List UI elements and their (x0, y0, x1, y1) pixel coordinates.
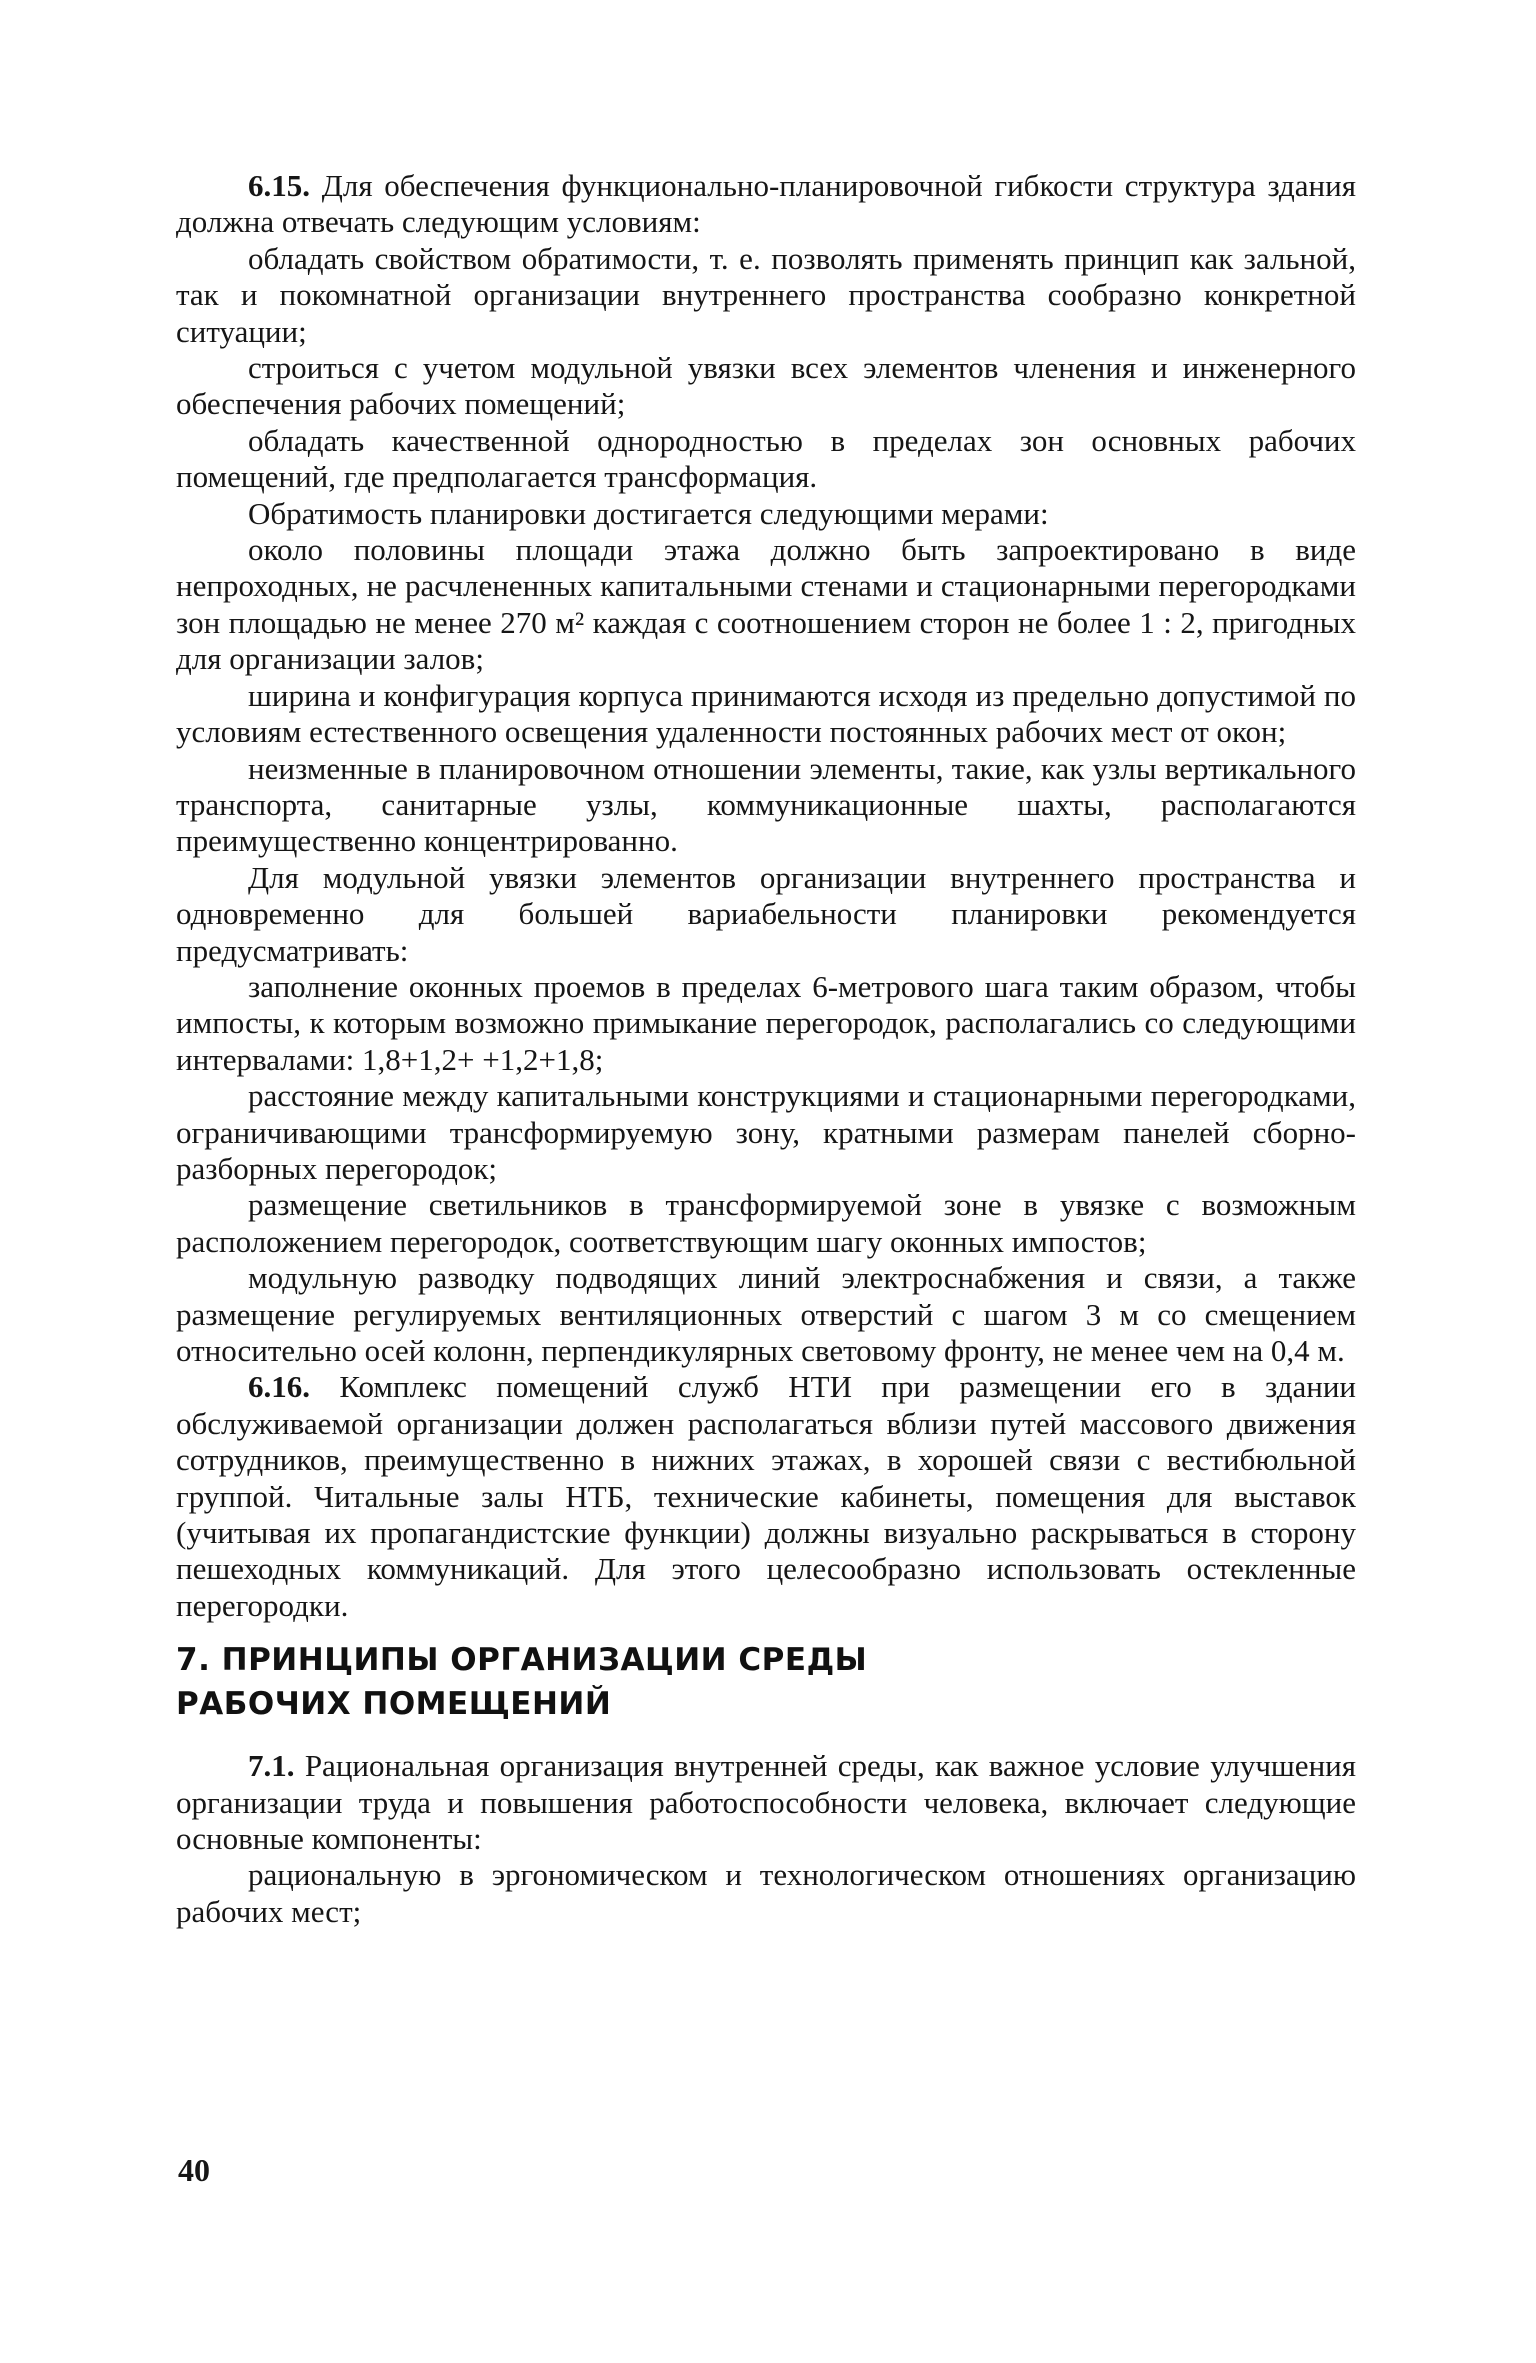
paragraph: заполнение оконных проемов в пределах 6-метрового шага таким образом, чтобы импосты, к которым возможно примыкание перегородок, располагались со следующими интервалами: 1,8+1,2+ +1,2+1,8; (176, 968, 1356, 1077)
section-number: 7.1. (248, 1748, 295, 1784)
paragraph (176, 1748, 1356, 1857)
paragraph-text: Рациональная организация внутренней среды, как важное условие улучшения организации труда и повышения работоспособности человека, включает следующие основные компоненты: (176, 1748, 1357, 1857)
paragraph: ширина и конфигурация корпуса принимаются исходя из предельно допустимой по условиям естественного освещения удаленности постоянных рабочих мест от окон; (176, 677, 1356, 750)
paragraph (176, 168, 1356, 241)
paragraph: расстояние между капитальными конструкциями и стационарными перегородками, ограничивающими трансформируемую зону, кратными размерам панелей сборно-разборных перегородок; (176, 1078, 1356, 1186)
paragraph: неизменные в планировочном отношении элементы, такие, как узлы вертикального транспорта, санитарные узлы, коммуникационные шахты, располагаются преимущественно концентрированно. (176, 750, 1356, 859)
paragraph-text: Для обеспечения функционально-планировочной гибкости структура здания должна отвечать следующим условиям: (176, 168, 1356, 240)
chapter-heading-line: 7. ПРИНЦИПЫ ОРГАНИЗАЦИИ СРЕДЫ (176, 1642, 868, 1679)
paragraph: рациональную в эргономическом и технологическом отношениях организацию рабочих мест; (176, 1857, 1356, 1929)
chapter-heading (176, 1638, 1356, 1726)
paragraph: модульную разводку подводящих линий электроснабжения и связи, а также размещение регулируемых вентиляционных отверстий с шагом 3 м со смещением относительно осей колонн, перпендикулярных световому фронту, не менее чем на 0,4 м. (176, 1260, 1356, 1368)
page-number: 40 (178, 2152, 210, 2188)
paragraph: обладать качественной однородностью в пределах зон основных рабочих помещений, где предполагается трансформация. (176, 422, 1356, 495)
chapter-heading-line: РАБОЧИХ ПОМЕЩЕНИЙ (176, 1686, 612, 1723)
page-body (176, 168, 1356, 1930)
paragraph: обладать свойством обратимости, т. е. позволять применять принцип как зальной, так и покомнатной организации внутреннего пространства сообразно конкретной ситуации; (176, 240, 1356, 349)
paragraph: Для модульной увязки элементов организации внутреннего пространства и одновременно для большей вариабельности планировки рекомендуется предусматривать: (176, 859, 1356, 968)
paragraph: Обратимость планировки достигается следующими мерами: (248, 495, 1049, 531)
section-number: 6.15. (248, 168, 310, 203)
paragraph-text: Комплекс помещений служб НТИ при размещении его в здании обслуживаемой организации должен располагаться вблизи путей массового движения сотрудников, преимущественно в нижних этажах, в хорошей связи с вестибюльной группой. Читальные залы НТБ, технические кабинеты, помещения для выставок (учитывая их пропагандистские функции) должны визуально раскрываться в сторону пешеходных коммуникаций. Для этого целесообразно использовать остекленные перегородки. (176, 1369, 1357, 1623)
section-number: 6.16. (248, 1369, 310, 1405)
paragraph: около половины площади этажа должно быть запроектировано в виде непроходных, не расчлененных капитальными стенами и стационарными перегородками зон площадью не менее 270 м² каждая с соотношением сторон не более 1 : 2, пригодных для организации залов; (176, 532, 1356, 677)
paragraph: строиться с учетом модульной увязки всех элементов членения и инженерного обеспечения рабочих помещений; (176, 350, 1356, 422)
paragraph: размещение светильников в трансформируемой зоне в увязке с возможным расположением перегородок, соответствующим шагу оконных импостов; (176, 1187, 1356, 1259)
paragraph (176, 1369, 1356, 1624)
